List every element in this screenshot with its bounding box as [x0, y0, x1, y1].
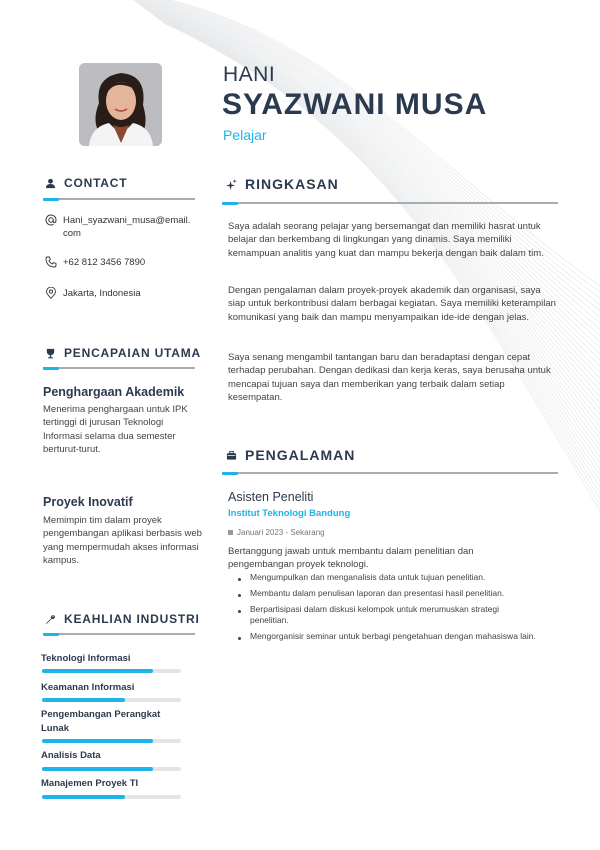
- contact-phone[interactable]: [45, 256, 195, 269]
- summary-title: RINGKASAN: [245, 176, 339, 192]
- summary-divider: [222, 202, 558, 204]
- experience-divider: [222, 472, 558, 474]
- skill-bar-fill: [42, 698, 125, 702]
- location-value: Jakarta, Indonesia: [63, 288, 141, 299]
- sparkle-icon: [226, 179, 237, 190]
- skill-bar-track: [42, 767, 181, 771]
- list-item: Membantu dalam penulisan laporan dan presentasi hasil penelitian.: [238, 588, 538, 599]
- achievement-description: Menerima penghargaan untuk IPK tertinggi di jurusan Teknologi Informasi selama dua semester berturut-turut.: [43, 404, 188, 455]
- location-icon: [45, 287, 57, 299]
- briefcase-icon: [226, 450, 237, 461]
- achievement-title: Penghargaan Akademik: [43, 385, 185, 399]
- skill-bar-track: [42, 795, 181, 799]
- skill-bar-fill: [42, 669, 153, 673]
- skills-divider: [43, 633, 195, 635]
- list-item: Mengorganisir seminar untuk berbagi pengetahuan dengan mahasiswa lain.: [238, 631, 538, 642]
- summary-paragraph: Saya adalah seorang pelajar yang bersemangat dan memiliki hasrat untuk belajar dan berkembang di lingkungan yang dinamis. Saya memiliki kemampuan analitis yang kuat dan mampu bekerja dengan baik dalam tim.: [228, 221, 544, 259]
- email-value: Hani_syazwani_musa@email.com: [63, 215, 191, 239]
- contact-heading: [45, 176, 127, 190]
- wave-line: [124, 0, 600, 320]
- job-organization: Institut Teknologi Bandung: [228, 508, 351, 519]
- profile-photo: [79, 63, 162, 146]
- skill-label: Pengembangan Perangkat Lunak: [41, 709, 161, 734]
- skill-label: Teknologi Informasi: [41, 653, 131, 664]
- summary-paragraph: Dengan pengalaman dalam proyek-proyek akademik dan organisasi, saya siap untuk berkontribusi dalam berbagai kegiatan. Saya memiliki keterampilan komunikasi yang baik dan mampu menyampaikan ide-ide dengan jelas.: [228, 285, 556, 323]
- skill-bar-fill: [42, 739, 153, 743]
- job-title: Asisten Peneliti: [228, 490, 314, 504]
- skills-heading: [45, 612, 200, 626]
- skill-bar-fill: [42, 795, 125, 799]
- achievement-title: Proyek Inovatif: [43, 495, 133, 509]
- wave-line: [125, 0, 600, 326]
- contact-divider: [43, 198, 195, 200]
- list-item: Berpartisipasi dalam diskusi kelompok untuk merumuskan strategi penelitian.: [238, 604, 538, 626]
- achievements-divider: [43, 367, 195, 369]
- skill-bar-track: [42, 669, 181, 673]
- calendar-icon: [228, 530, 233, 535]
- contact-email[interactable]: [45, 214, 195, 240]
- achievements-heading: [45, 346, 201, 360]
- summary-paragraph: Saya senang mengambil tantangan baru dan beradaptasi dengan cepat terhadap perubahan. Dengan dedikasi dan kerja keras, saya berusaha untuk mencapai tujuan saya dan memberikan yang terbaik dalam setiap kesempatan.: [228, 352, 551, 403]
- wrench-icon: [45, 614, 56, 625]
- skill-label: Manajemen Proyek TI: [41, 778, 139, 789]
- skills-title: KEAHLIAN INDUSTRI: [64, 612, 200, 626]
- at-icon: [45, 214, 57, 226]
- skill-label: Analisis Data: [41, 750, 101, 761]
- experience-title: PENGALAMAN: [245, 447, 356, 463]
- job-description: Bertanggung jawab untuk membantu dalam penelitian dan pengembangan proyek teknologi.: [228, 546, 474, 570]
- phone-value: +62 812 3456 7890: [63, 257, 146, 268]
- wave-line: [136, 2, 600, 386]
- wave-line: [137, 3, 600, 393]
- achievement-description: Memimpin tim dalam proyek pengembangan aplikasi berbasis web yang mempermudah akses informasi kampus.: [43, 515, 202, 566]
- first-name: HANI: [223, 63, 276, 86]
- skill-label: Keamanan Informasi: [41, 682, 135, 693]
- summary-heading: [226, 176, 339, 192]
- job-period-text: Januari 2023 - Sekarang: [237, 528, 325, 537]
- wave-line: [139, 4, 600, 405]
- trophy-icon: [45, 348, 56, 359]
- achievements-title: PENCAPAIAN UTAMA: [64, 346, 202, 360]
- last-name: SYAZWANI MUSA: [222, 88, 488, 121]
- user-icon: [45, 178, 56, 189]
- job-responsibilities: [238, 572, 538, 647]
- skill-bar-track: [42, 698, 181, 702]
- phone-icon: [45, 256, 57, 268]
- experience-heading: [226, 447, 355, 463]
- job-role: Pelajar: [223, 127, 267, 143]
- list-item: Mengumpulkan dan menganalisis data untuk tujuan penelitian.: [238, 572, 538, 583]
- contact-location: [45, 287, 195, 300]
- skill-bar-fill: [42, 767, 153, 771]
- job-period: [228, 528, 325, 537]
- skill-bar-track: [42, 739, 181, 743]
- contact-title: CONTACT: [64, 176, 128, 190]
